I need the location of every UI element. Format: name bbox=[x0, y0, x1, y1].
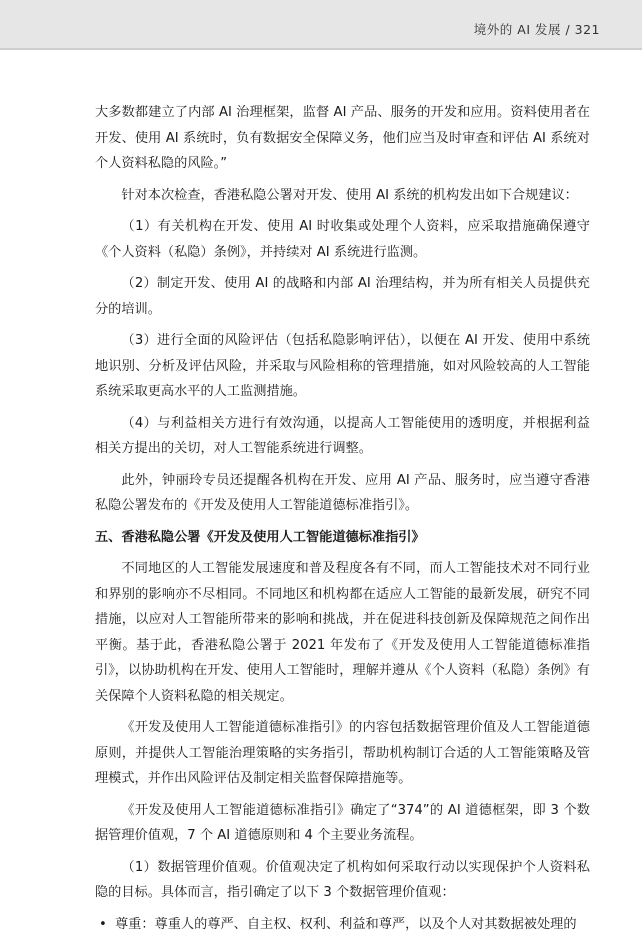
bullet-item bbox=[95, 912, 590, 938]
header-accent-line bbox=[0, 48, 642, 50]
paragraph: 不同地区的人工智能发展速度和普及程度各有不同，而人工智能技术对不同行业和界别的影响亦不尽相同。不同地区和机构都在适应人工智能的最新发展，研究不同措施，以应对人工智能所带来的影响和挑战，并在促进科技创新及保障规范之间作出平衡。基于此，香港私隐公署于 2021 年发布了《开发及使用人工智能道德标准指引》，以协助机构在开发、使用人工智能时，理解并遵从《个人资料（私隐）条例》有关保障个人资料私隐的相关规定。 bbox=[95, 561, 590, 704]
paragraph: 此外，钟丽玲专员还提醒各机构在开发、应用 AI 产品、服务时，应当遵守香港私隐公署发布的《开发及使用人工智能道德标准指引》。 bbox=[95, 472, 590, 513]
bullet-text: 尊重：尊重人的尊严、自主权、权利、利益和尊严，以及个人对其数据被处理的 bbox=[115, 916, 577, 932]
list-paragraph: （4）与利益相关方进行有效沟通，以提高人工智能使用的透明度，并根据利益相关方提出的关切，对人工智能系统进行调整。 bbox=[95, 415, 590, 456]
paragraph: 大多数都建立了内部 AI 治理框架，监督 AI 产品、服务的开发和应用。资料使用者在开发、使用 AI 系统时，负有数据安全保障义务，他们应当及时审查和评估 AI 系统对个人资料私隐的风险。” bbox=[95, 105, 590, 171]
list-paragraph: （2）制定开发、使用 AI 的战略和内部 AI 治理结构，并为所有相关人员提供充分的培训。 bbox=[95, 276, 590, 317]
paragraph: （1）数据管理价值观。价值观决定了机构如何采取行动以实现保护个人资料私隐的目标。具体而言，指引确定了以下 3 个数据管理价值观： bbox=[95, 859, 590, 900]
list-paragraph: （3）进行全面的风险评估（包括私隐影响评估），以便在 AI 开发、使用中系统地识别、分析及评估风险，并采取与风险相称的管理措施，如对风险较高的人工智能系统采取更高水平的人工监测措施。 bbox=[95, 333, 590, 399]
bullet-dot: • bbox=[99, 916, 107, 932]
paragraph: 针对本次检查，香港私隐公署对开发、使用 AI 系统的机构发出如下合规建议： bbox=[121, 187, 578, 203]
paragraph: 《开发及使用人工智能道德标准指引》确定了“374”的 AI 道德框架，即 3 个数据管理价值观，7 个 AI 道德原则和 4 个主要业务流程。 bbox=[95, 802, 590, 843]
running-head: 境外的 AI 发展 / 321 bbox=[473, 22, 600, 37]
paragraph: 《开发及使用人工智能道德标准指引》的内容包括数据管理价值及人工智能道德原则，并提供人工智能治理策略的实务指引，帮助机构制订合适的人工智能策略及管理模式，并作出风险评估及制定相关监督保障措施等。 bbox=[95, 720, 590, 786]
section-heading: 五、香港私隐公署《开发及使用人工智能道德标准指引》 bbox=[95, 529, 425, 545]
list-paragraph: （1）有关机构在开发、使用 AI 时收集或处理个人资料，应采取措施确保遵守《个人资料（私隐）条例》，并持续对 AI 系统进行监测。 bbox=[95, 219, 590, 260]
page-body bbox=[95, 100, 590, 943]
